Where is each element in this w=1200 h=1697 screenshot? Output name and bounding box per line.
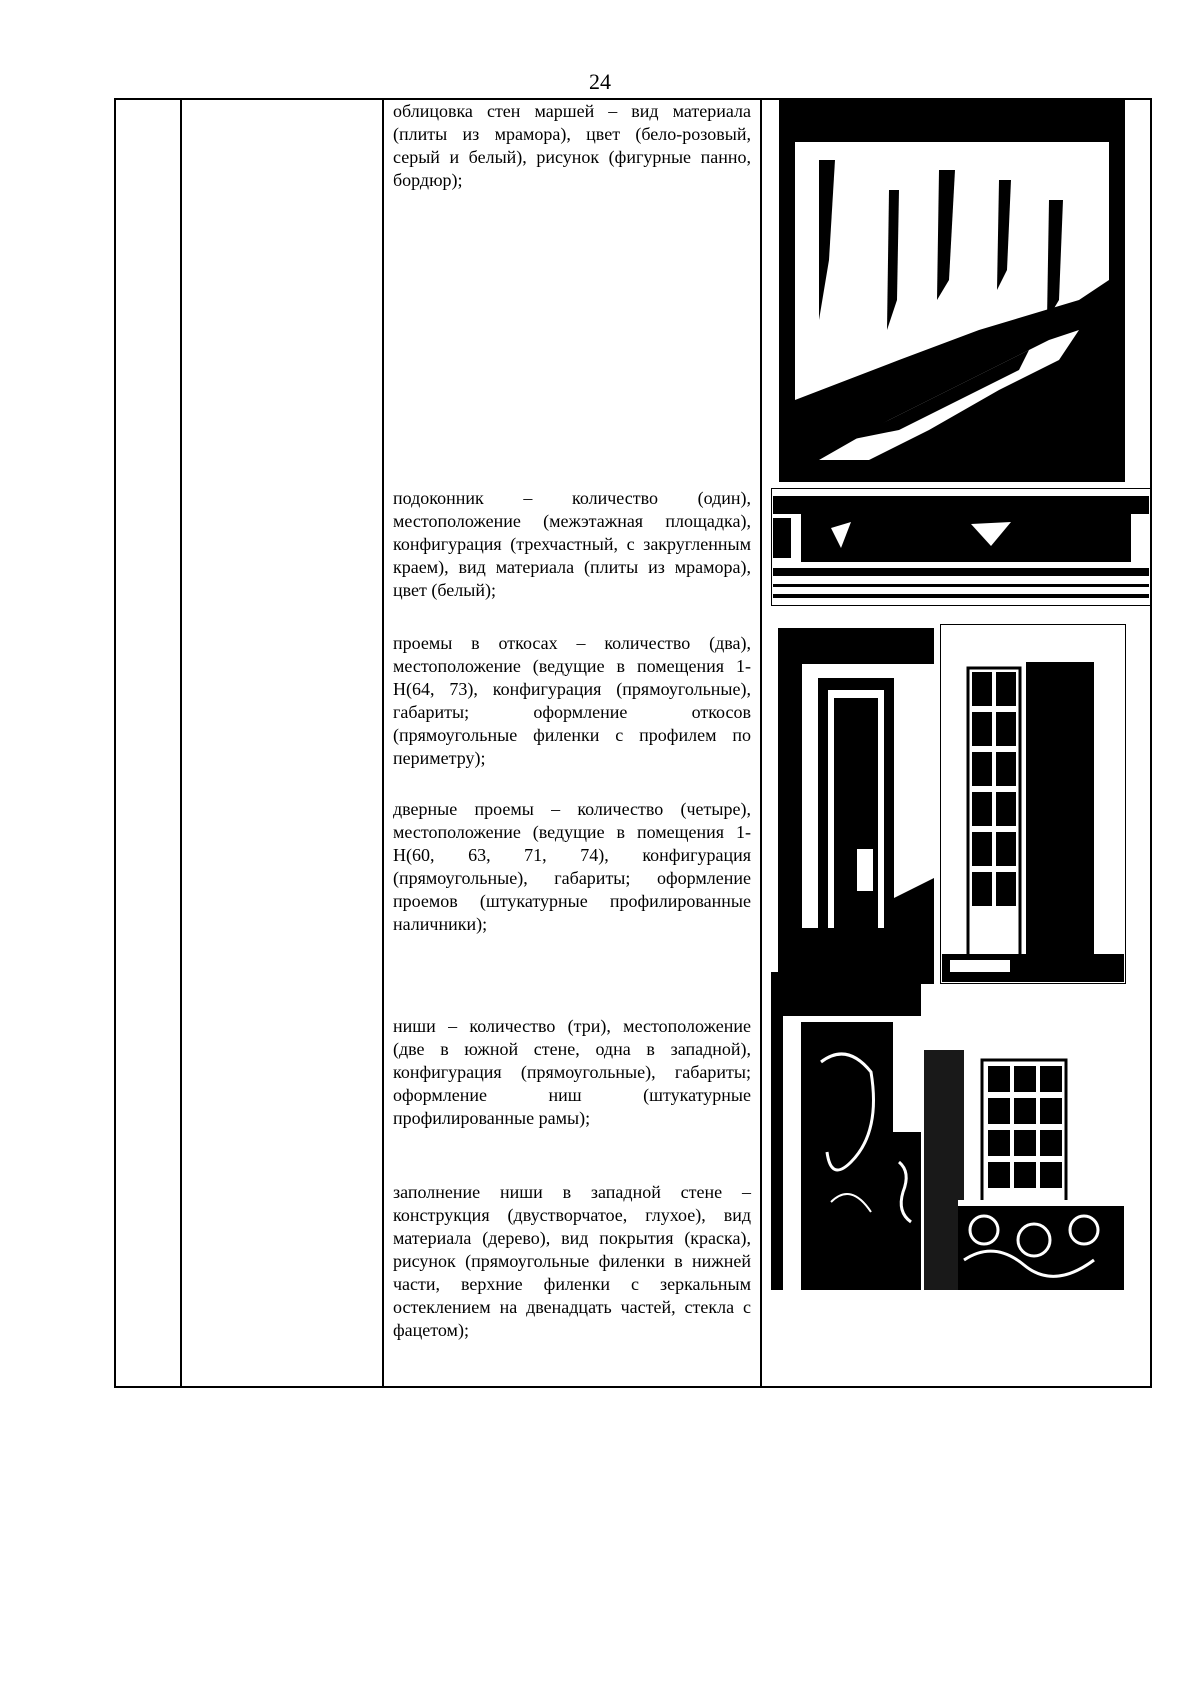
staircase-marble-wall-photo (779, 100, 1125, 482)
description-side-openings: проемы в откосах – количество (два), местоположение (ведущие в помещения 1-Н(64, 73), конфигурация (прямоугольные), габариты; оформление откосов (прямоугольные филенки с профилем по периметру); (393, 633, 751, 768)
description-niches: ниши – количество (три), местоположение (две в южной стене, одна в западной), конфигурация (прямоугольные), габариты; оформление ниш (штукатурные профилированные рамы); (393, 1016, 751, 1128)
description-door-openings: дверные проемы – количество (четыре), местоположение (ведущие в помещения 1-Н(60, 63, 71, 74), конфигурация (прямоугольные), габариты; оформление проемов (штукатурные профилированные наличники); (393, 799, 751, 934)
description-wall-cladding: облицовка стен маршей – вид материала (плиты из мрамора), цвет (бело-розовый, серый и белый), рисунок (фигурные панно, бордюр); (393, 101, 751, 190)
window-sill-photo (771, 488, 1151, 606)
description-window-sill: подоконник – количество (один), местоположение (межэтажная площадка), конфигурация (трехчастный, с закругленным краем), вид материала (плиты из мрамора), цвет (белый); (393, 488, 751, 600)
document-table (114, 98, 1152, 1388)
column-divider-3 (760, 100, 762, 1386)
glazed-door-photo (940, 624, 1126, 984)
niche-door-photo (771, 972, 921, 1290)
page-number: 24 (589, 69, 611, 94)
description-niche-filling: заполнение ниши в западной стене – конструкция (двустворчатое, глухое), вид материала (дерево), вид покрытия (краска), рисунок (прямоугольные филенки в нижней части, верхние филенки с зеркальным остеклением на двенадцать частей, стекла с фацетом); (393, 1182, 751, 1340)
column-divider-1 (180, 100, 182, 1386)
door-opening-photo (778, 628, 934, 984)
niche-window-balustrade-photo (924, 1050, 1124, 1290)
column-divider-2 (382, 100, 384, 1386)
